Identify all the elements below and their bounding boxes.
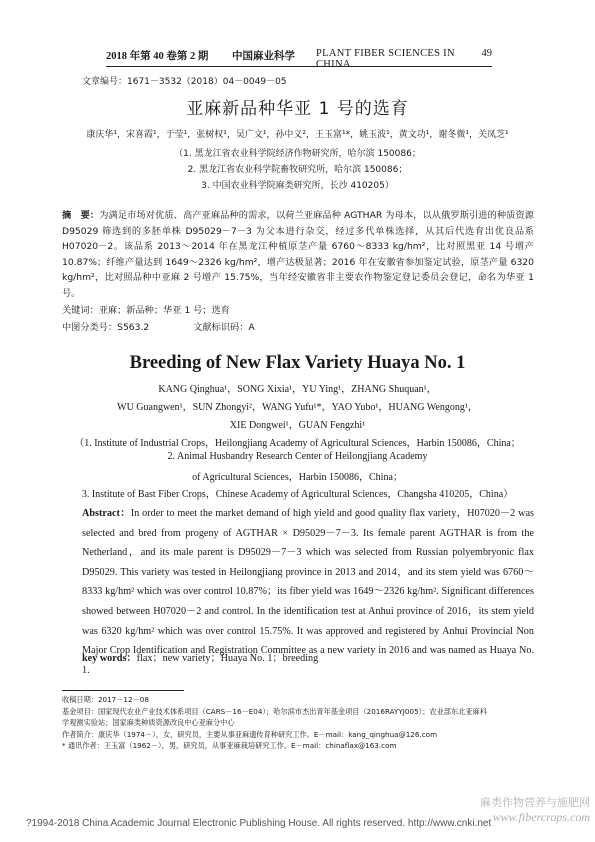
header-rule [106,66,492,67]
abstract-en-text: In order to meet the market demand of high yield and good quality flax variety，H07020－2 was selected and bred from progeny of AGTHAR × D95029－7－3. Its female parent AGTHAR is from the Netherland，and its male parent is D95029－7－3 which was selected from Russian polyembryonic flax D95029. This variety was tested in Heilongjiang province in 2013 and 2014，and its stem yield was 6760～8333 kg/hm² which was over control 10.87%；its fiber yield was 1649～2326 kg/hm². Significant differences showed between H07020－2 and control. In the identification test at Anhui province of 2016，its stem yield was 6320 kg/hm² which was over control 15.75%. It was approved and registered by Anhui Provincial Non Major Crop Identification and Registration Committee as a new variety in 2016 and was named as Huaya No. 1. [82,508,534,676]
abstract-cn-label: 摘 要： [62,210,100,221]
footnote-received: 收稿日期：2017－12－08 [62,695,149,704]
keywords-cn: 关键词：亚麻；新品种；华亚 1 号；选育 [62,305,230,316]
affiliation-en-2a: 2. Animal Husbandry Research Center of Heilongjiang Academy [167,451,428,462]
footnote-corresponding: * 通讯作者：王玉富（1962－），男，研究员，从事亚麻栽培研究工作。E－mail：chinaflax@163.com [62,741,397,750]
affiliation-cn-1: （1. 黑龙江省农业科学院经济作物研究所，哈尔滨 150086； [174,149,421,159]
journal-name-en: PLANT FIBER SCIENCES IN CHINA [316,48,455,70]
affiliation-en-2b: of Agricultural Sciences，Harbin 150086，China； [192,472,403,483]
abstract-cn-text: 为满足市场对优质、高产亚麻品种的需求，以荷兰亚麻品种 AGTHAR 为母本，以从俄罗斯引进的种质资源 D95029 筛选到的多胚单株 D95029－7－3 为父本进行杂交，经过多代单株选择，从其后代选育出优良品系 H07020－2。该品系 2013～2014 年在黑龙江种植原茎产量 6760～8333 kg/hm²，比对照黑亚 14 号增产 10.87%；纤维产量达到 1649～2326 kg/hm²，增产达极显著；2016 年在安徽省参加鉴定试验，原茎产量 6320 kg/hm²，比对照品种中亚麻 2 号增产 15.75%，当年经安徽省非主要农作物鉴定登记委员会登记，命名为华亚 1 号。 [62,210,534,299]
page-number: 49 [481,48,492,59]
issue-info: 2018 年第 40 卷第 2 期 [106,51,209,62]
authors-en-line-3: XIE Dongwei¹，GUAN Fengzhi¹ [229,420,366,431]
running-header [106,46,492,70]
affiliation-cn-2: 2. 黑龙江省农业科学院畜牧研究所，哈尔滨 150086； [187,165,408,175]
copyright-line: ?1994-2018 China Academic Journal Electronic Publishing House. All rights reserved. http://www.cnki.net [26,818,492,829]
footnotes [62,694,534,752]
affiliation-en-3: 3. Institute of Bast Fiber Crops，Chinese Academy of Agricultural Sciences，Changsha 410205，China） [81,489,514,500]
classification [62,319,255,333]
document-code: 文献标识码：A [193,322,255,333]
article-number: 文章编号：1671－3532（2018）04－0049－05 [82,77,287,87]
affiliation-en-1: （1. Institute of Industrial Crops，Heilongjiang Academy of Agricultural Sciences，Harbin 150086，China； [74,438,521,449]
footnote-funding: 基金项目：国家现代农业产业技术体系项目（CARS－16－E04）；哈尔滨市杰出青年基金项目（2016RAYYJ005）；农业部东北亚麻科 [62,706,487,716]
keywords-en [82,649,318,664]
authors-en-line-1: KANG Qinghua¹，SONG Xixia¹，YU Ying¹，ZHANG Shuquan¹， [158,384,437,395]
abstract-cn [62,208,534,301]
watermark-url: www.fibercrops.com [492,810,590,824]
footnote-author: 作者简介：康庆华（1974－），女，研究员，主要从事亚麻遗传育种研究工作。E－mail：kang_qinghua@126.com [62,729,438,739]
title-cn: 亚麻新品种华亚 1 号的选育 [186,99,409,119]
keywords-en-label: key words： [82,653,137,664]
authors-cn: 康庆华¹，宋喜霞¹，于莹¹，张树权¹，吴广文¹，孙中义²，王玉富¹*，姚玉波¹，黄文功¹，谢冬微¹，关凤芝¹ [86,130,509,140]
clc-number: 中图分类号：S563.2 [62,322,150,333]
journal-name-cn: 中国麻业科学 [232,51,295,62]
title-en: Breeding of New Flax Variety Huaya No. 1 [129,353,466,373]
footnote-rule [62,690,184,691]
authors-en-line-2: WU Guangwen¹，SUN Zhongyi²，WANG Yufu¹*，YAO Yubo¹，HUANG Wengong¹， [117,402,478,413]
footnote-funding-cont: 学观测实验站；国家麻类种质资源改良中心亚麻分中心 [62,718,235,727]
watermark-text: 麻类作物营养与施肥网 [480,796,590,809]
abstract-en-label: Abstract： [82,508,131,519]
affiliation-cn-3: 3. 中国农业科学院麻类研究所，长沙 410205） [201,181,394,191]
keywords-en-text: flax；new variety；Huaya No. 1；breeding [136,653,319,664]
